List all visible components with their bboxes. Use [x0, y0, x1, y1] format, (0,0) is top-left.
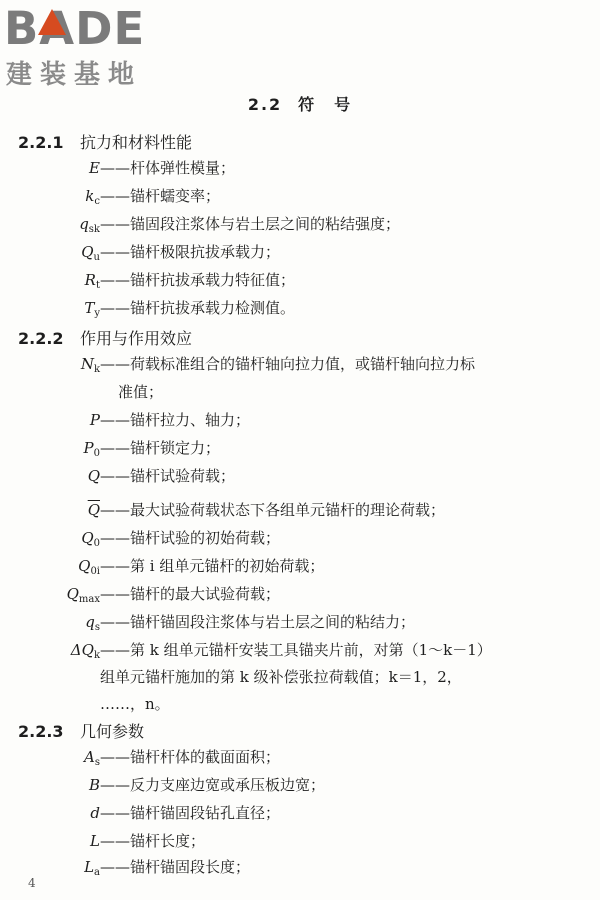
symbol-definition: ——锚固段注浆体与岩土层之间的粘结强度； [100, 215, 401, 233]
logo-subtitle: 建装基地 [6, 60, 143, 90]
symbol: $N_k$ [80, 355, 100, 375]
logo-accent-triangle [38, 9, 66, 35]
symbol-definition: ——锚杆锚固段钻孔直径； [100, 804, 281, 822]
definition-continuation: 组单元锚杆施加的第 k 级补偿张拉荷载值；k＝1，2， [100, 668, 462, 686]
symbol: $k_c$ [85, 187, 100, 207]
subsection-heading [18, 329, 192, 349]
symbol-definition: ——锚杆长度； [100, 832, 206, 850]
symbol-definition: ——锚杆锁定力； [100, 439, 221, 457]
symbol: $q_s$ [85, 613, 100, 633]
definition-continuation: ……，n。 [100, 695, 170, 713]
symbol-q-bar: Q [87, 501, 100, 519]
symbol-definition: ——锚杆拉力、轴力； [100, 411, 251, 429]
symbol: E [89, 159, 100, 177]
symbol-definition: ——锚杆试验荷载； [100, 467, 236, 485]
symbol-definition: ——锚杆抗拔承载力检测值。 [100, 299, 296, 317]
symbol-definition: ——锚杆锚固段注浆体与岩土层之间的粘结力； [100, 613, 416, 631]
definition-continuation: 准值； [118, 383, 164, 401]
section-heading: 符 号 [298, 95, 353, 114]
symbol-definition: ——荷载标准组合的锚杆轴向拉力值，或锚杆轴向拉力标 [100, 355, 476, 373]
logo [4, 2, 176, 90]
symbol: $Q_{0i}$ [78, 557, 100, 577]
symbol-definition: ——锚杆抗拔承载力特征值； [100, 271, 296, 289]
symbol: $T_y$ [84, 299, 100, 319]
subsection-heading [18, 722, 144, 742]
symbol-definition: ——锚杆极限抗拔承载力； [100, 243, 281, 261]
section-number: 2.2 [247, 95, 283, 114]
symbol-definition: ——杆体弹性模量； [100, 159, 236, 177]
subsection-number: 2.2.2 [18, 329, 64, 348]
symbol-definition: ——最大试验荷载状态下各组单元锚杆的理论荷载； [100, 501, 446, 519]
symbol-definition: ——锚杆蠕变率； [100, 187, 221, 205]
section-title [0, 92, 600, 115]
symbol: B [88, 776, 100, 794]
symbol-definition: ——锚杆的最大试验荷载； [100, 585, 281, 603]
symbol: $Q_0$ [81, 529, 100, 549]
symbol-definition: ——第 i 组单元锚杆的初始荷载； [100, 557, 325, 575]
subsection-title: 作用与作用效应 [80, 329, 193, 348]
symbol: $Q_u$ [81, 243, 100, 263]
symbol-definition: ——锚杆试验的初始荷载； [100, 529, 281, 547]
symbol: L [90, 832, 100, 850]
symbol: $A_s$ [84, 748, 100, 768]
symbol: Q [87, 467, 100, 485]
symbol: $P_0$ [83, 439, 100, 459]
subsection-title: 几何参数 [80, 722, 145, 741]
symbol: $\Delta Q_k$ [70, 641, 100, 661]
symbol-definition: ——锚杆杆体的截面面积； [100, 748, 281, 766]
symbol: $R_t$ [84, 271, 100, 291]
symbol: $Q_{max}$ [66, 585, 100, 605]
page-number: 4 [28, 876, 36, 890]
subsection-number: 2.2.1 [18, 133, 64, 152]
symbol: $L_a$ [84, 858, 100, 878]
subsection-number: 2.2.3 [18, 722, 64, 741]
subsection-title: 抗力和材料性能 [80, 133, 193, 152]
symbol-definition: ——锚杆锚固段长度； [100, 858, 251, 876]
symbol: d [90, 804, 100, 822]
symbol: P [89, 411, 100, 429]
logo-word: BADE [4, 2, 146, 55]
subsection-heading [18, 133, 192, 153]
symbol-definition: ——反力支座边宽或承压板边宽； [100, 776, 326, 794]
symbol: $q_{sk}$ [79, 215, 100, 235]
symbol-definition: ——第 k 组单元锚杆安装工具锚夹片前，对第（1～k－1） [100, 641, 492, 659]
